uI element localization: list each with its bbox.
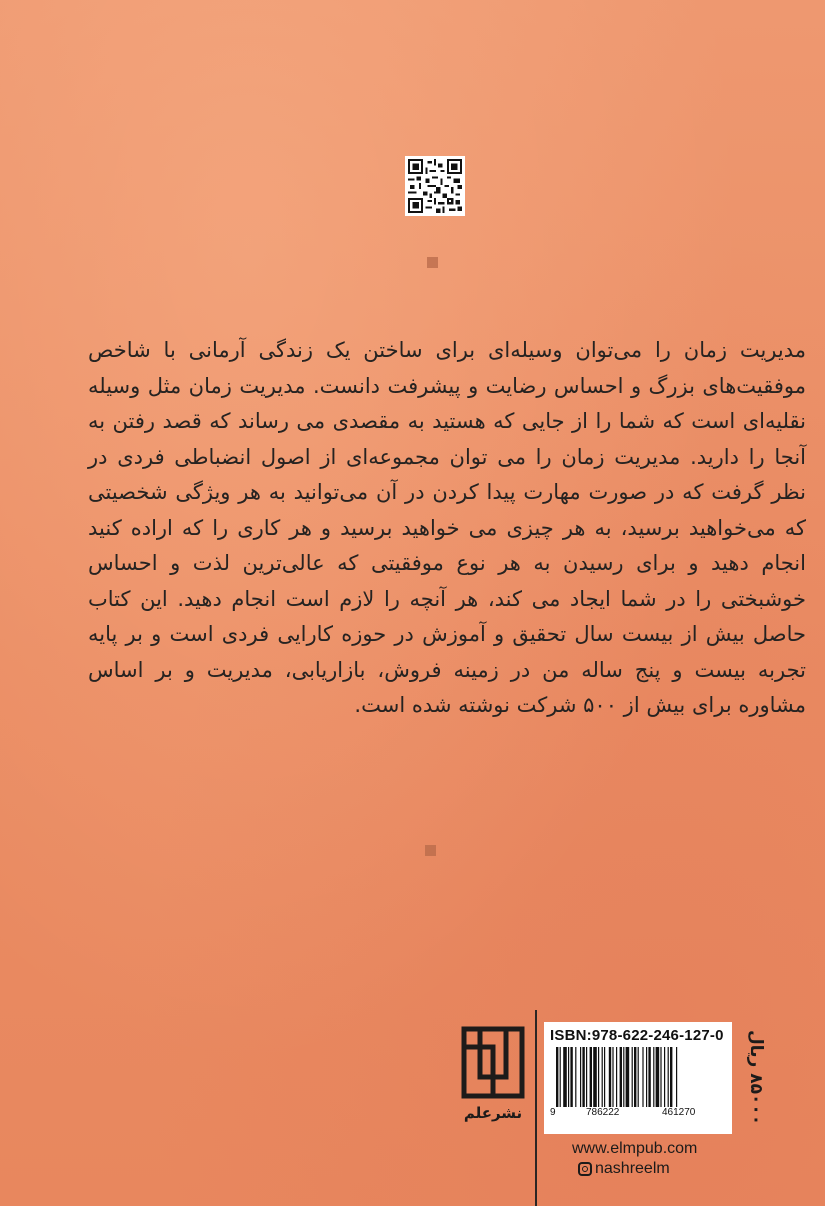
isbn-number: ISBN:978-622-246-127-0 xyxy=(550,1027,724,1044)
publisher-instagram xyxy=(578,1160,670,1178)
publisher-logo xyxy=(460,1025,526,1100)
isbn-barcode xyxy=(544,1022,732,1134)
barcode-bar xyxy=(582,1047,584,1107)
barcode-digits-left: 786222 xyxy=(586,1107,620,1118)
book-description: مدیریت زمان را می‌توان وسیله‌ای برای ساختن یک زندگی آرمانی با شاخص موفقیت‌های بزرگ و احساس رضایت و پیشرفت دانست. مدیریت زمان مثل وسیله نقلیه‌ای است که شما را از جایی که هستید به مقصدی می رساند که قصد رفتن به آنجا را دارید. مدیریت زمان را می توان مجموعه‌ای از اصول انضباطی فردی در نظر گرفت که در صورت مهارت پیدا کردن در آن می‌توانید به هر ویژگی شخصیتی که می‌خواهید برسید، به هر چیزی می خواهید برسید و هر کاری را که اراده کنید انجام دهید و برای رسیدن به هر نوع موفقیتی که عالی‌ترین لذت و احساس خوشبختی را در شما ایجاد می کند، هر آنچه را لازم است انجام دهید. این کتاب حاصل بیش از بیست سال تحقیق و آموزش در حوزه کارایی فردی است و بر پایه تجربه بیست و پنج ساله من در زمینه فروش، بازاریابی، مدیریت و بر اساس مشاوره برای بیش از ۵۰۰ شرکت نوشته شده است. xyxy=(88,338,806,717)
barcode-bar xyxy=(668,1047,669,1107)
barcode-bar xyxy=(648,1047,650,1107)
barcode-bar xyxy=(586,1047,587,1107)
barcode-bar xyxy=(602,1047,603,1107)
barcode-bar xyxy=(593,1047,597,1107)
barcode-bar xyxy=(580,1047,581,1107)
barcode-bar xyxy=(604,1047,605,1107)
publisher-name: نشرعلم xyxy=(463,1104,523,1122)
barcode-bar xyxy=(626,1047,630,1107)
publisher-website: www.elmpub.com xyxy=(572,1140,698,1157)
qr-code-icon xyxy=(408,159,462,213)
barcode-digit-prefix: 9 xyxy=(550,1107,556,1118)
barcode-bar xyxy=(660,1047,661,1107)
barcode-bar xyxy=(560,1047,561,1107)
barcode-bar xyxy=(575,1047,576,1107)
qr-code xyxy=(405,156,465,216)
barcode-bar xyxy=(556,1047,558,1107)
instagram-icon xyxy=(578,1162,592,1176)
instagram-handle: nashreelm xyxy=(595,1160,670,1177)
barcode-bar xyxy=(653,1047,654,1107)
barcode-bar xyxy=(620,1047,622,1107)
barcode-bar xyxy=(563,1047,567,1107)
barcode-bar xyxy=(656,1047,660,1107)
barcode-bar xyxy=(646,1047,647,1107)
barcode-bar xyxy=(612,1047,613,1107)
publisher-logo-icon xyxy=(460,1025,526,1100)
barcode-digits-right: 461270 xyxy=(662,1107,696,1118)
ornament-square-bottom xyxy=(425,845,436,856)
barcode-bar xyxy=(623,1047,624,1107)
barcode-bar xyxy=(568,1047,569,1107)
barcode-bar xyxy=(670,1047,672,1107)
barcode-bar xyxy=(634,1047,636,1107)
barcode-bar xyxy=(638,1047,639,1107)
price-label: ۸۵۰۰۰ ریال xyxy=(746,1030,766,1126)
barcode-bar xyxy=(642,1047,643,1107)
barcode-bar xyxy=(632,1047,633,1107)
barcode-bar xyxy=(616,1047,617,1107)
barcode-bar xyxy=(598,1047,599,1107)
barcode-bars xyxy=(550,1047,726,1107)
barcode-bar xyxy=(609,1047,611,1107)
barcode-digits xyxy=(550,1107,726,1121)
barcode-bar xyxy=(590,1047,592,1107)
ornament-square-top xyxy=(427,257,438,268)
barcode-bar xyxy=(676,1047,677,1107)
barcode-bar xyxy=(570,1047,572,1107)
barcode-bar xyxy=(664,1047,665,1107)
